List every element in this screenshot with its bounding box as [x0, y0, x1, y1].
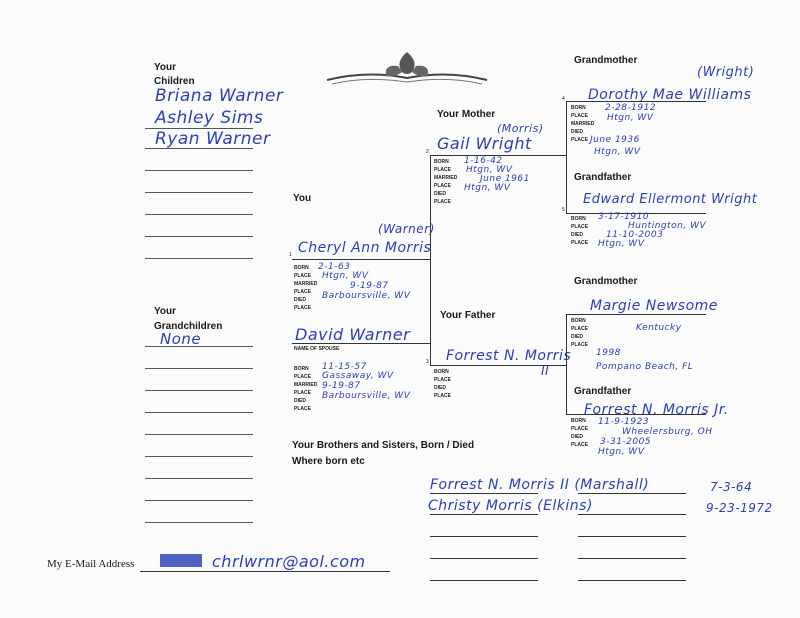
- spouse-name: David Warner: [295, 325, 411, 344]
- sibling-date: 7-3-64: [710, 480, 753, 494]
- maternal-grandfather-died-place: Htgn, WV: [598, 239, 645, 249]
- you-field-labels: BORN PLACE MARRIED PLACE DIED PLACE: [294, 265, 318, 311]
- mother-maiden-name: (Morris): [497, 122, 544, 135]
- paternal-grandmother-name: Margie Newsome: [590, 298, 718, 314]
- paternal-grandfather-born-place: Wheelersburg, OH: [622, 427, 713, 437]
- maternal-grandmother-born: 2-28-1912: [605, 103, 657, 113]
- mother-name: Gail Wright: [437, 134, 532, 153]
- your-children-label: Your Children: [154, 62, 195, 87]
- spouse-married-place: Barboursville, WV: [322, 391, 411, 401]
- father-suffix: II: [541, 364, 550, 378]
- maternal-grandfather-born-place: Huntington, WV: [628, 221, 707, 231]
- maternal-grandmother-born-place: Htgn, WV: [607, 113, 654, 123]
- you-married-place: Barboursville, WV: [322, 291, 411, 301]
- you-label: You: [293, 193, 312, 204]
- paternal-grandfather-born: 11-9-1923: [598, 417, 650, 427]
- paternal-grandfather-field-labels: BORN PLACE DIED PLACE: [571, 418, 588, 448]
- email-label: My E-Mail Address: [47, 558, 135, 570]
- father-name: Forrest N. Morris: [446, 348, 572, 364]
- you-married: 9-19-87: [350, 281, 389, 291]
- child-name: Ryan Warner: [155, 129, 271, 149]
- maternal-grandfather-name: Edward Ellermont Wright: [583, 192, 758, 207]
- mother-born-place: Htgn, WV: [466, 165, 513, 175]
- mother-field-labels: BORN PLACE MARRIED PLACE DIED PLACE: [434, 159, 458, 205]
- child-name: Ashley Sims: [155, 108, 264, 128]
- your-father-label: Your Father: [440, 310, 496, 321]
- paternal-grandfather-name: Forrest N. Morris Jr.: [584, 402, 729, 418]
- maternal-grandfather-field-labels: BORN PLACE DIED PLACE: [571, 216, 588, 246]
- maternal-grandmother-maiden: (Wright): [697, 65, 755, 80]
- leaf-ornament-icon: [322, 48, 492, 94]
- grandmother-top-label: Grandmother: [574, 55, 638, 66]
- maternal-grandfather-died: 11-10-2003: [606, 230, 664, 240]
- your-grandchildren-label: Your Grandchildren: [154, 306, 223, 332]
- sibling-entry: Christy Morris (Elkins): [428, 498, 593, 514]
- you-born: 2-1-63: [318, 262, 351, 272]
- you-maiden-name: (Warner): [378, 222, 435, 236]
- box-number: 5: [562, 207, 565, 213]
- maternal-grandmother-married: June 1936: [590, 135, 640, 145]
- box-number: 1: [289, 252, 292, 258]
- mother-married: June 1961: [480, 174, 530, 184]
- grandfather-bottom-label: Grandfather: [574, 386, 632, 397]
- you-name: Cheryl Ann Morris: [298, 240, 432, 256]
- maternal-grandfather-born: 3-17-1910: [598, 212, 650, 222]
- paternal-grandmother-died: 1998: [596, 348, 621, 358]
- spouse-field-labels: BORN PLACE MARRIED PLACE DIED PLACE: [294, 366, 318, 412]
- siblings-subtitle: Where born etc: [292, 456, 365, 467]
- grandfather-top-label: Grandfather: [574, 172, 632, 183]
- your-mother-label: Your Mother: [437, 109, 496, 120]
- grandmother-bottom-label: Grandmother: [574, 276, 638, 287]
- maternal-grandmother-field-labels: BORN PLACE MARRIED DIED PLACE: [571, 105, 595, 143]
- maternal-grandmother-name: Dorothy Mae Williams: [588, 87, 752, 103]
- you-born-place: Htgn, WV: [322, 271, 369, 281]
- spouse-label: NAME OF SPOUSE: [294, 346, 340, 352]
- email-value: chrlwrnr@aol.com: [212, 552, 366, 571]
- mother-born: 1-16-42: [464, 156, 503, 166]
- mother-married-place: Htgn, WV: [464, 183, 511, 193]
- spouse-born: 11-15-57: [322, 362, 367, 372]
- spouse-married: 9-19-87: [322, 381, 361, 391]
- paternal-grandmother-born-place: Kentucky: [636, 323, 682, 333]
- spouse-born-place: Gassaway, WV: [322, 371, 394, 381]
- grandchild-name: None: [160, 330, 202, 348]
- sibling-date: 9-23-1972: [706, 501, 773, 515]
- paternal-grandfather-died: 3-31-2005: [600, 437, 652, 447]
- box-number: 3: [426, 359, 429, 365]
- father-field-labels: BORN PLACE DIED PLACE: [434, 369, 451, 399]
- maternal-grandmother-married-place: Htgn, WV: [594, 147, 641, 157]
- paternal-grandmother-field-labels: BORN PLACE DIED PLACE: [571, 318, 588, 348]
- child-name: Briana Warner: [155, 86, 284, 106]
- siblings-title: Your Brothers and Sisters, Born / Died: [292, 440, 475, 451]
- box-number: 2: [426, 149, 429, 155]
- paternal-grandmother-died-place: Pompano Beach, FL: [596, 362, 694, 372]
- sibling-entry: Forrest N. Morris II (Marshall): [430, 477, 650, 493]
- box-number: 4: [562, 96, 565, 102]
- scribbled-out-text: [160, 554, 202, 567]
- paternal-grandfather-died-place: Htgn, WV: [598, 447, 645, 457]
